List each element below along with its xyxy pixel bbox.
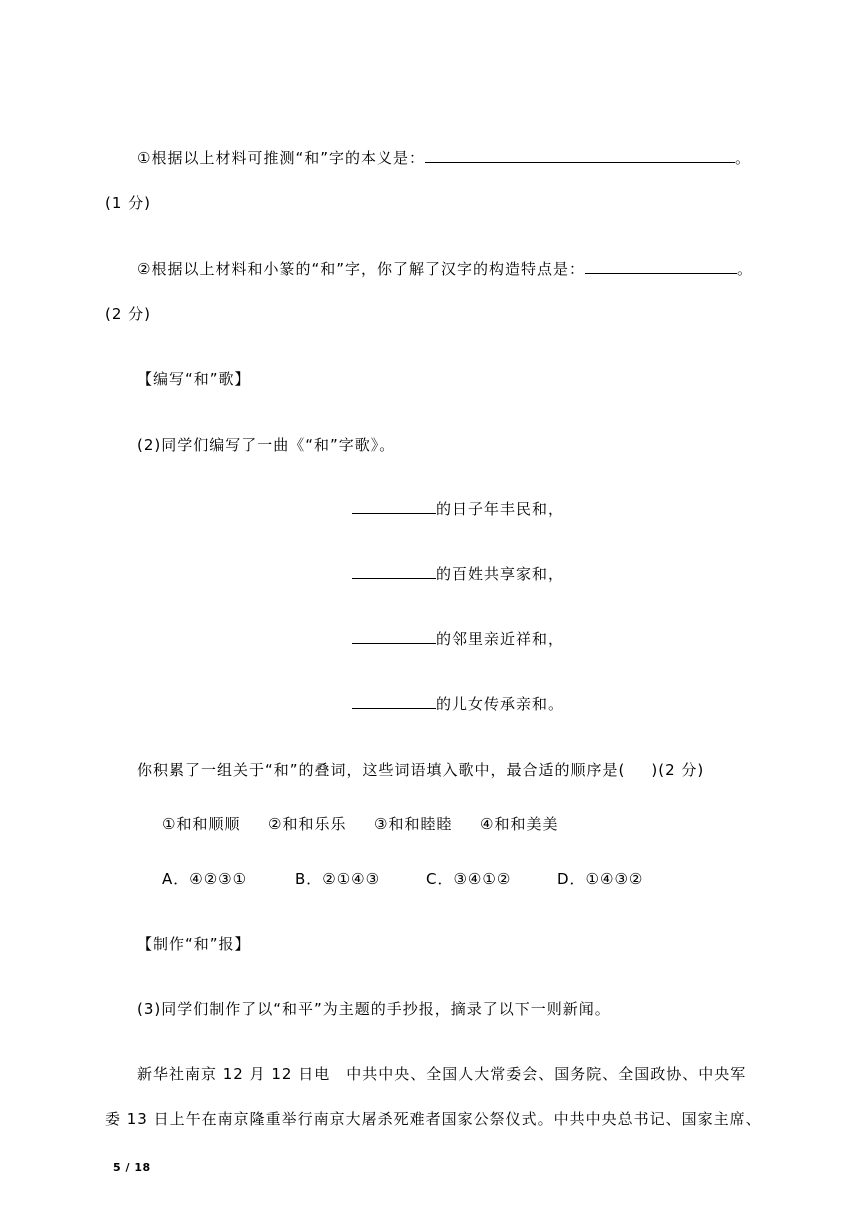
paper-prompt: (3)同学们制作了以“和平”为主题的手抄报，摘录了以下一则新闻。	[137, 1000, 611, 1018]
song-line-text: 的日子年丰民和，	[436, 500, 565, 518]
page-number: 5 / 18	[113, 1161, 151, 1174]
song-line-text: 的儿女传承亲和。	[436, 695, 565, 713]
answer-options	[162, 868, 643, 889]
question-part-2-text: ②根据以上材料和小篆的“和”字，你了解了汉字的构造特点是：	[137, 260, 585, 278]
ordering-question-score: )(2 分)	[651, 761, 705, 779]
section-heading-paper: 【制作“和”报】	[137, 935, 251, 953]
word-item: ②和和乐乐	[268, 815, 347, 833]
score-1: (1 分)	[105, 194, 152, 212]
word-list	[162, 813, 558, 834]
answer-blank-1	[425, 148, 735, 163]
period: 。	[735, 149, 752, 167]
word-item: ①和和顺顺	[162, 815, 241, 833]
song-line-2	[352, 563, 564, 584]
section-heading-song: 【编写“和”歌】	[137, 370, 251, 388]
song-blank-1	[352, 499, 436, 514]
word-item: ③和和睦睦	[374, 815, 453, 833]
song-blank-3	[352, 629, 436, 644]
song-prompt: (2)同学们编写了一曲《“和”字歌》。	[137, 436, 396, 454]
ordering-question-text: 你积累了一组关于“和”的叠词，这些词语填入歌中，最合适的顺序是(	[137, 761, 626, 779]
question-part-2	[137, 258, 753, 279]
song-blank-2	[352, 564, 436, 579]
option-d: D．①④③②	[557, 870, 644, 888]
ordering-question	[137, 759, 704, 780]
option-b: B．②①④③	[295, 870, 381, 888]
song-line-3	[352, 628, 564, 649]
song-line-text: 的百姓共享家和，	[436, 565, 565, 583]
news-line-1: 新华社南京 12 月 12 日电 中共中央、全国人大常委会、国务院、全国政协、中央军	[137, 1065, 747, 1083]
question-part-1	[137, 147, 751, 168]
option-a: A．④②③①	[162, 870, 248, 888]
news-line-2: 委 13 日上午在南京隆重举行南京大屠杀死难者国家公祭仪式。中共中央总书记、国家主席、	[105, 1110, 762, 1128]
song-line-1	[352, 498, 564, 519]
question-part-1-text: ①根据以上材料可推测“和”字的本义是：	[137, 149, 425, 167]
period: 。	[737, 260, 754, 278]
song-blank-4	[352, 694, 436, 709]
song-line-text: 的邻里亲近祥和，	[436, 630, 565, 648]
score-2: (2 分)	[105, 305, 152, 323]
option-c: C．③④①②	[426, 870, 512, 888]
answer-blank-2	[585, 259, 737, 274]
song-line-4	[352, 693, 564, 714]
word-item: ④和和美美	[480, 815, 559, 833]
